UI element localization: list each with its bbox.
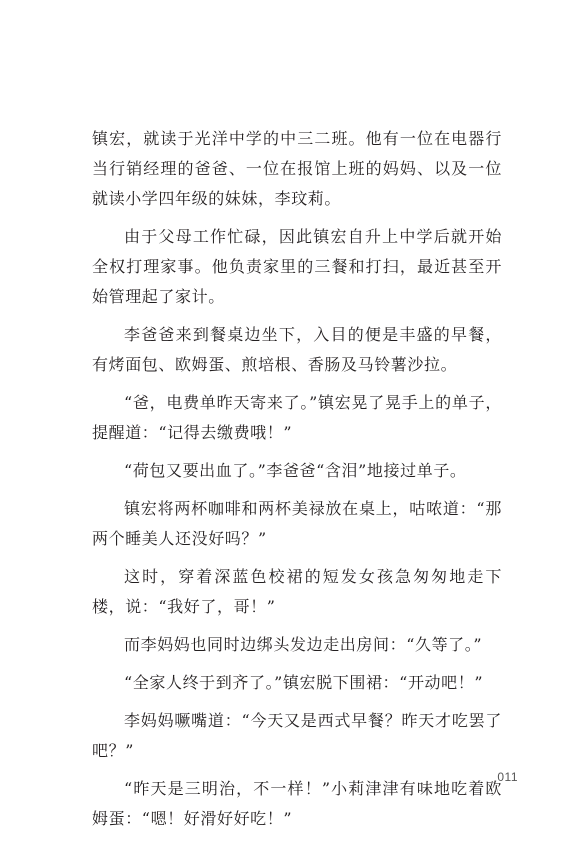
paragraph-4: “爸，电费单昨天寄来了。”镇宏晃了晃手上的单子，提醒道：“记得去缴费哦！” (92, 393, 502, 442)
paragraph-2: 由于父母工作忙碌，因此镇宏自升上中学后就开始全权打理家事。他负责家里的三餐和打扫，最近甚至开始管理起了家计。 (92, 227, 502, 306)
paragraph-9: “全家人终于到齐了。”镇宏脱下围裙：“开动吧！” (124, 673, 484, 692)
paragraph-6: 镇宏将两杯咖啡和两杯美禄放在桌上，咕哝道：“那两个睡美人还没好吗？” (92, 499, 502, 548)
paragraph-8: 而李妈妈也同时边绑头发边走出房间：“久等了。” (124, 635, 483, 654)
paragraph-5: “荷包又要出血了。”李爸爸“含泪”地接过单子。 (124, 461, 467, 480)
paragraph-3: 李爸爸来到餐桌边坐下，入目的便是丰盛的早餐，有烤面包、欧姆蛋、煎培根、香肠及马铃薯沙拉。 (92, 325, 502, 374)
page-number: 011 (497, 770, 518, 784)
paragraph-7: 这时，穿着深蓝色校裙的短发女孩急匆匆地走下楼，说：“我好了，哥！” (92, 567, 502, 616)
paragraph-11: “昨天是三明治，不一样！”小莉津津有味地吃着欧姆蛋：“嗯！好滑好好吃！” (92, 779, 502, 828)
paragraph-1: 镇宏，就读于光洋中学的中三二班。他有一位在电器行当行销经理的爸爸、一位在报馆上班的妈妈、以及一位就读小学四年级的妹妹，李玟莉。 (92, 129, 502, 208)
page-body (92, 124, 502, 842)
paragraph-10: 李妈妈噘嘴道：“今天又是西式早餐？昨天才吃罢了吧？” (92, 711, 502, 760)
